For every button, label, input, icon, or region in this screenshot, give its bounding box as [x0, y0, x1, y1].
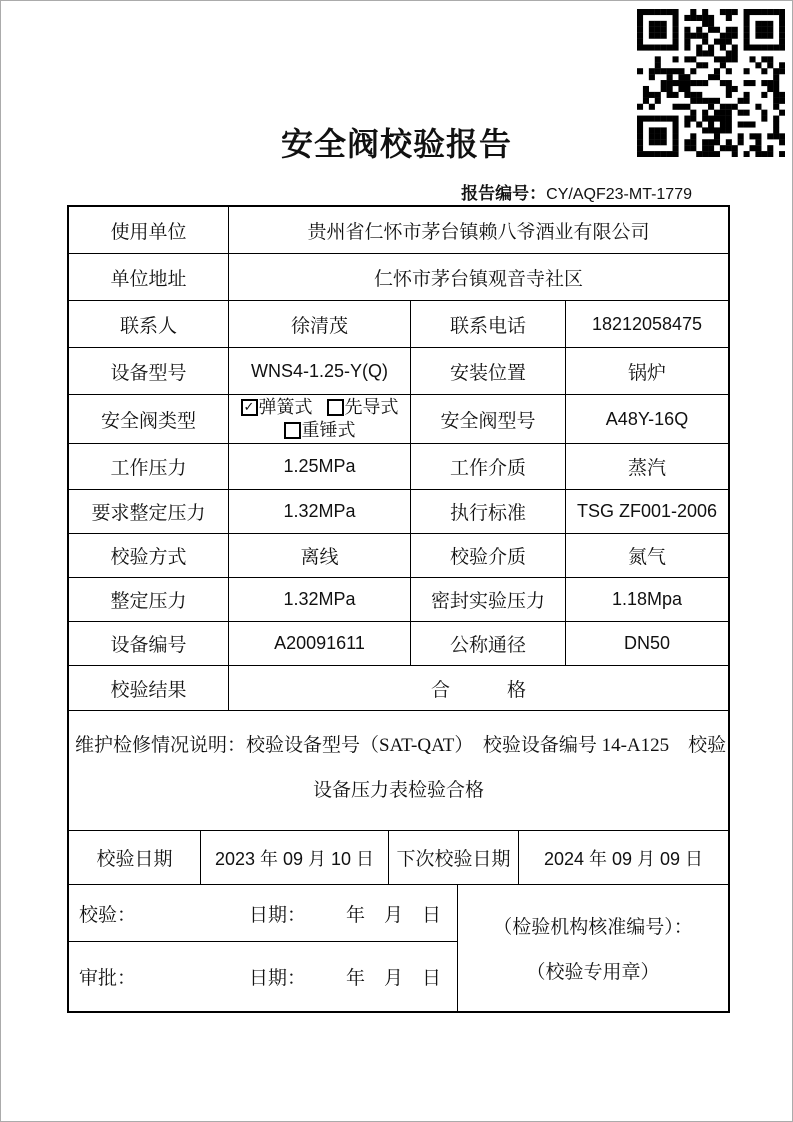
value-required-set-pressure: 1.32MPa: [229, 490, 411, 534]
label-standard: 执行标准: [411, 490, 566, 534]
label-calibration-date: 校验日期: [69, 831, 201, 885]
approver-signature-row: [69, 942, 457, 1011]
checkbox-weight-type: [284, 419, 356, 442]
report-table: [67, 205, 730, 1013]
label-required-set-pressure: 要求整定压力: [69, 490, 229, 534]
value-standard: TSG ZF001-2006: [566, 490, 728, 534]
table-row: [69, 666, 728, 711]
checkbox-checked-icon: ✓: [241, 399, 258, 416]
value-equipment-no: A20091611: [229, 622, 411, 666]
value-calibration-method: 离线: [229, 534, 411, 578]
report-number-label: 报告编号：: [461, 184, 547, 203]
approver-ymd: 年 月 日: [346, 968, 442, 989]
verifier-label: 校验：: [79, 904, 137, 926]
maintenance-note-line2: 设备压力表检验合格: [312, 780, 484, 801]
label-result: 校验结果: [69, 666, 229, 711]
label-valve-model: 安全阀型号: [411, 395, 566, 444]
value-contact-person: 徐清茂: [229, 301, 411, 348]
checkbox-label: 弹簧式: [258, 397, 313, 417]
value-org-address: 仁怀市茅台镇观音寺社区: [229, 254, 728, 301]
label-calibration-method: 校验方式: [69, 534, 229, 578]
table-row: [69, 490, 728, 534]
table-row: [69, 395, 728, 444]
verifier-ymd: 年 月 日: [346, 904, 442, 926]
label-contact-phone: 联系电话: [411, 301, 566, 348]
value-calibration-date: 2023 年 09 月 10 日: [201, 831, 389, 885]
table-row: [69, 444, 728, 490]
verifier-signature-row: [69, 885, 457, 942]
label-install-location: 安装位置: [411, 348, 566, 395]
value-equipment-model: WNS4-1.25-Y(Q): [229, 348, 411, 395]
verifier-date-label: 日期：: [249, 904, 307, 926]
page-title: 安全阀校验报告: [280, 126, 512, 162]
table-row: [69, 301, 728, 348]
label-org-address: 单位地址: [69, 254, 229, 301]
table-row: [69, 534, 728, 578]
checkbox-spring-type: [241, 396, 313, 419]
checkbox-unchecked-icon: [327, 399, 344, 416]
maintenance-note-line1: 维护检修情况说明：校验设备型号（SAT-QAT） 校验设备编号 14-A125 校验: [75, 735, 727, 756]
table-row: [69, 578, 728, 622]
table-row: [69, 711, 728, 831]
label-working-pressure: 工作压力: [69, 444, 229, 490]
label-equipment-model: 设备型号: [69, 348, 229, 395]
qr-code: [637, 9, 785, 157]
stamp-area: [458, 885, 728, 1011]
calibration-stamp-label: （校验专用章）: [526, 962, 660, 983]
value-working-pressure: 1.25MPa: [229, 444, 411, 490]
value-calibration-medium: 氮气: [566, 534, 728, 578]
table-row: [69, 622, 728, 666]
label-equipment-no: 设备编号: [69, 622, 229, 666]
label-user-org: 使用单位: [69, 207, 229, 254]
valve-type-options: [229, 395, 411, 444]
table-row: [69, 254, 728, 301]
label-valve-type: 安全阀类型: [69, 395, 229, 444]
checkbox-pilot-type: [327, 396, 399, 419]
label-nominal-diameter: 公称通径: [411, 622, 566, 666]
label-seal-test-pressure: 密封实验压力: [411, 578, 566, 622]
signature-left-column: [69, 885, 458, 1011]
label-calibration-medium: 校验介质: [411, 534, 566, 578]
report-number: [69, 179, 728, 204]
value-valve-model: A48Y-16Q: [566, 395, 728, 444]
approver-label: 审批：: [79, 968, 137, 989]
value-working-medium: 蒸汽: [566, 444, 728, 490]
table-row: [69, 207, 728, 254]
report-number-value: CY/AQF23-MT-1779: [546, 186, 692, 203]
approver-date-label: 日期：: [249, 968, 307, 989]
value-user-org: 贵州省仁怀市茅台镇赖八爷酒业有限公司: [229, 207, 728, 254]
value-seal-test-pressure: 1.18Mpa: [566, 578, 728, 622]
checkbox-unchecked-icon: [284, 422, 301, 439]
label-next-calibration-date: 下次校验日期: [389, 831, 519, 885]
value-set-pressure: 1.32MPa: [229, 578, 411, 622]
maintenance-note: [69, 711, 728, 831]
signature-block: [69, 885, 728, 1011]
value-install-location: 锅炉: [566, 348, 728, 395]
label-set-pressure: 整定压力: [69, 578, 229, 622]
label-working-medium: 工作介质: [411, 444, 566, 490]
table-row: [69, 348, 728, 395]
agency-approval-no-label: （检验机构核准编号）：: [493, 917, 693, 938]
label-contact-person: 联系人: [69, 301, 229, 348]
checkbox-label: 先导式: [344, 397, 399, 417]
value-next-calibration-date: 2024 年 09 月 09 日: [519, 831, 728, 885]
table-row: [69, 831, 728, 885]
value-nominal-diameter: DN50: [566, 622, 728, 666]
value-result: 合 格: [229, 666, 728, 711]
checkbox-label: 重锤式: [301, 420, 356, 440]
value-contact-phone: 18212058475: [566, 301, 728, 348]
